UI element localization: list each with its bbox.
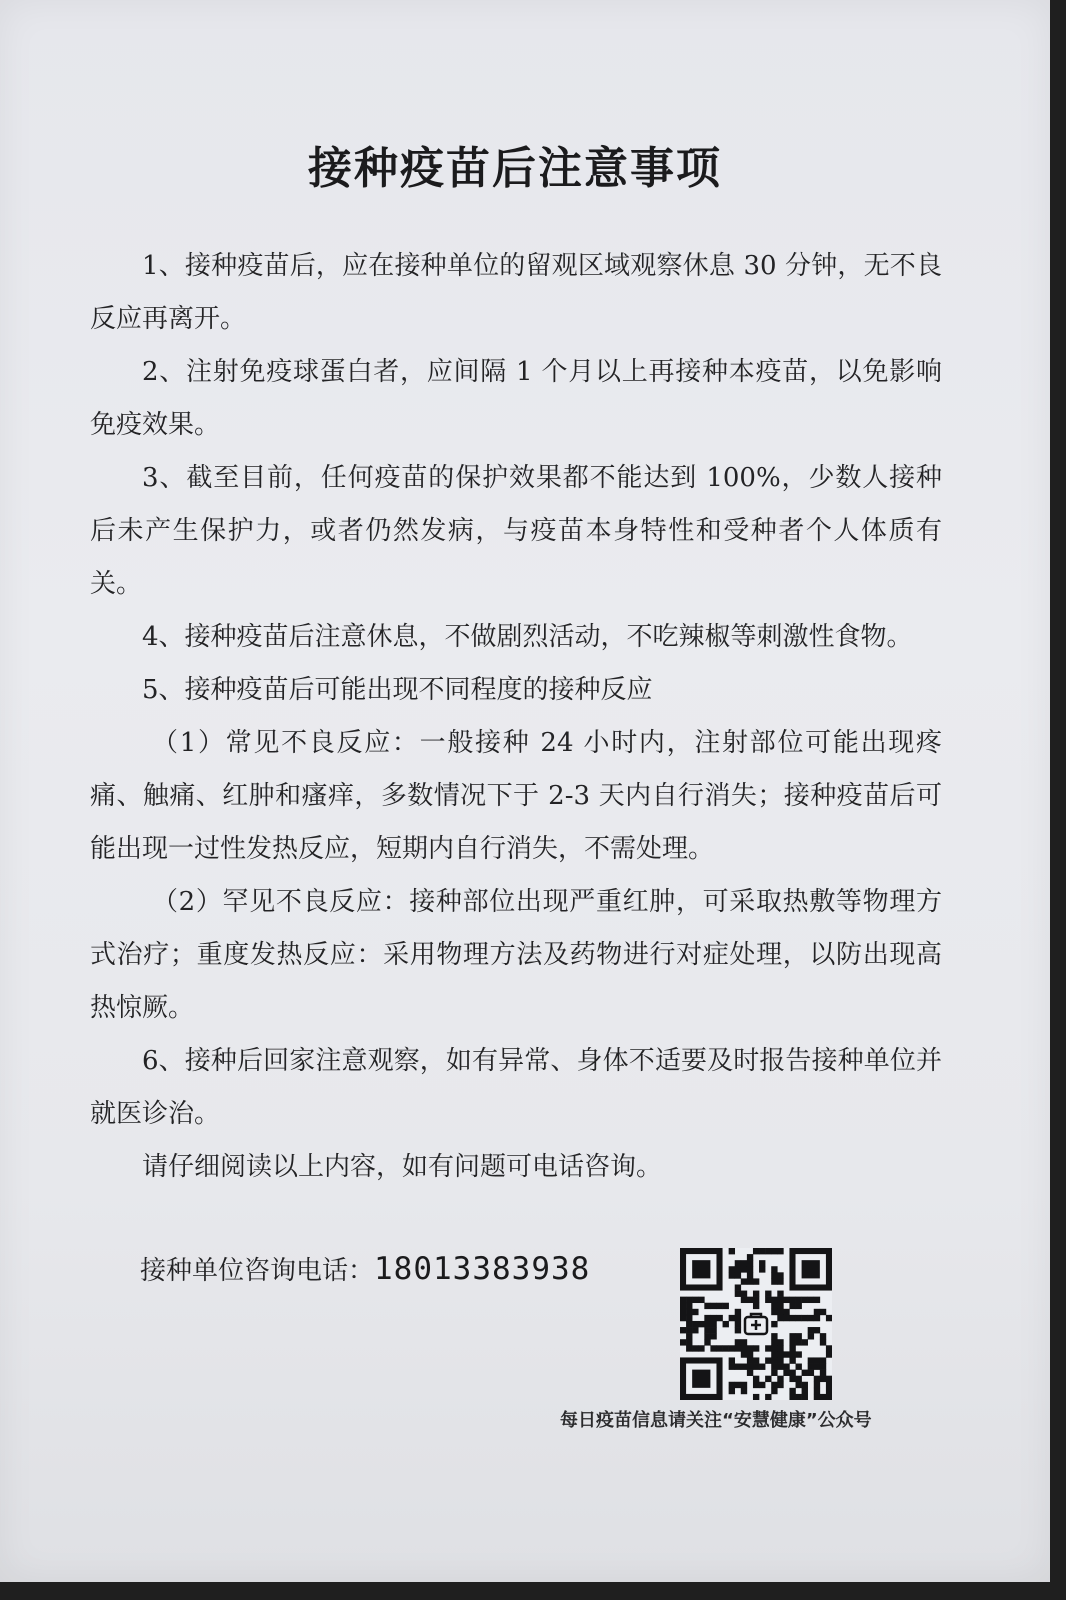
read-carefully-note: 请仔细阅读以上内容，如有问题可电话咨询。 [142, 1152, 663, 1182]
medical-kit-icon [742, 1310, 770, 1338]
paragraph-6: 6、接种后回家注意观察，如有异常、身体不适要及时报告接种单位并就医诊治。 [90, 1046, 942, 1129]
phone-number[interactable]: 18013383938 [374, 1251, 591, 1287]
paragraph-2: 2、注射免疫球蛋白者，应间隔 1 个月以上再接种本疫苗，以免影响免疫效果。 [90, 357, 942, 440]
qr-code[interactable] [680, 1248, 832, 1400]
qr-caption: 每日疫苗信息请关注“安慧健康”公众号 [560, 1410, 872, 1431]
paragraph-5-common-reactions: （1）常见不良反应：一般接种 24 小时内，注射部位可能出现疼痛、触痛、红肿和瘙痒，多数情况下于 2-3 天内自行消失；接种疫苗后可能出现一过性发热反应，短期内自行消失，不需处理。 [90, 728, 942, 864]
paragraph-5: 5、接种疫苗后可能出现不同程度的接种反应 [142, 675, 653, 705]
paragraph-3: 3、截至目前，任何疫苗的保护效果都不能达到 100%，少数人接种后未产生保护力，或者仍然发病，与疫苗本身特性和受种者个人体质有关。 [90, 463, 942, 599]
paragraph-5-rare-reactions: （2）罕见不良反应：接种部位出现严重红肿，可采取热敷等物理方式治疗；重度发热反应：采用物理方法及药物进行对症处理，以防出现高热惊厥。 [90, 887, 942, 1023]
document-body [90, 240, 942, 1194]
paragraph-4: 4、接种疫苗后注意休息，不做剧烈活动，不吃辣椒等刺激性食物。 [142, 622, 913, 652]
phone-label: 接种单位咨询电话： [140, 1256, 375, 1286]
phone-contact [140, 1250, 590, 1287]
paragraph-1: 1、接种疫苗后，应在接种单位的留观区域观察休息 30 分钟，无不良反应再离开。 [90, 251, 942, 334]
document-title: 接种疫苗后注意事项 [308, 143, 722, 194]
